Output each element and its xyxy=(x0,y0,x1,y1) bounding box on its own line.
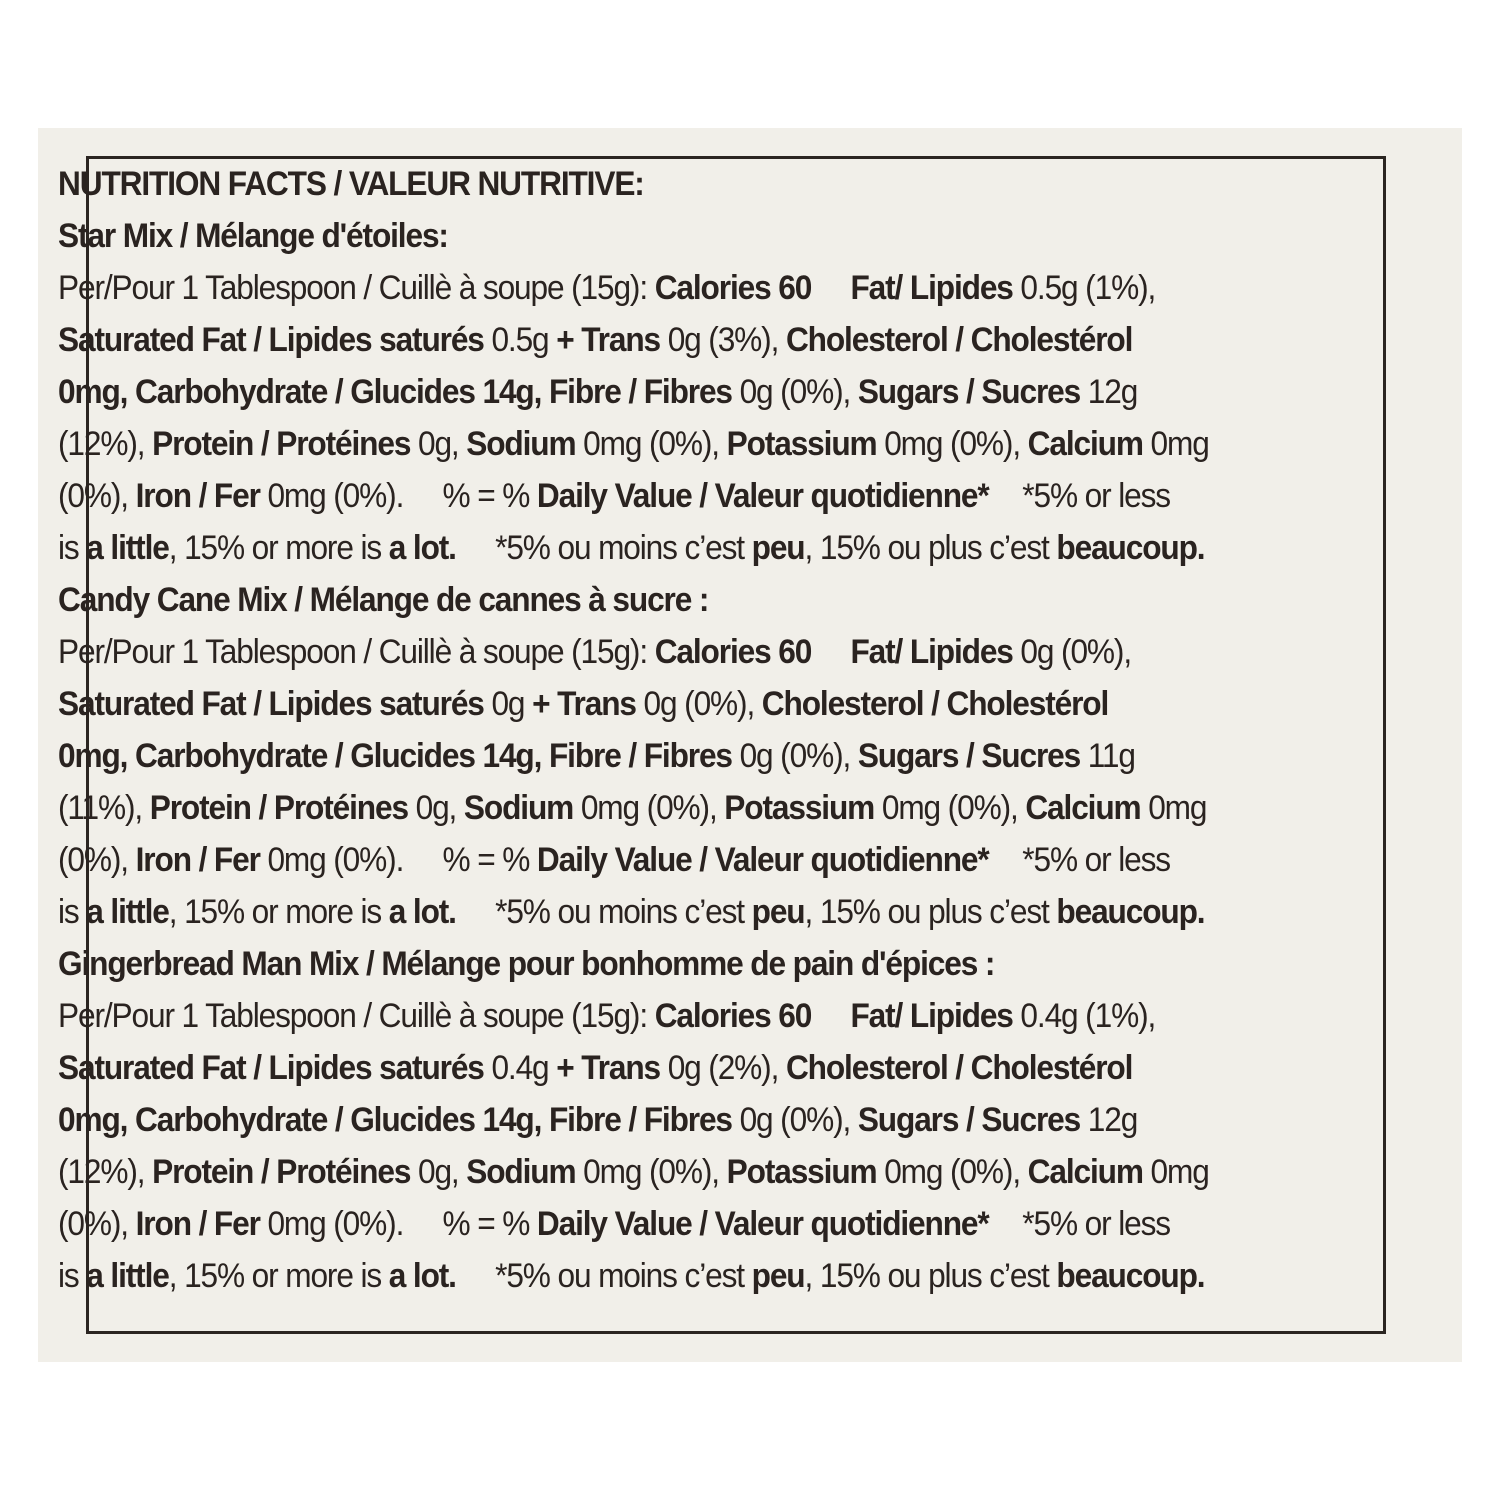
sugars-pct: (12%), xyxy=(58,1153,145,1191)
footnote-line xyxy=(58,522,1341,574)
fat-value: 0.5g (1%), xyxy=(1020,269,1156,307)
serving-size-label: Per/Pour 1 Tablespoon / Cuillè à soupe (15g): xyxy=(58,633,648,671)
daily-value-label: Daily Value / Valeur quotidienne* xyxy=(536,477,989,515)
calcium-pct: (0%), xyxy=(58,477,128,515)
calcium-pct: (0%), xyxy=(58,1205,128,1243)
protein-line xyxy=(58,782,1341,834)
footnote-peu: peu xyxy=(751,893,805,931)
footnote-line xyxy=(58,886,1341,938)
sat-fat-value: 0g xyxy=(491,685,525,723)
label-title: NUTRITION FACTS / VALEUR NUTRITIVE: xyxy=(58,165,644,203)
footnote-peu: peu xyxy=(751,1257,805,1295)
iron-label: Iron / Fer xyxy=(135,1205,260,1243)
fat-detail-line xyxy=(58,314,1341,366)
fat-value: 0.4g (1%), xyxy=(1020,997,1156,1035)
protein-label: Protein / Protéines xyxy=(152,425,411,463)
calcium-label: Calcium xyxy=(1027,1153,1143,1191)
sugars-value: 12g xyxy=(1087,1101,1138,1139)
protein-value: 0g, xyxy=(415,789,457,827)
sugars-value: 11g xyxy=(1087,737,1135,775)
footnote-fr-mid: , 15% ou plus c’est xyxy=(804,1257,1049,1295)
footnote-line xyxy=(58,1250,1341,1302)
trans-value: 0g (3%), xyxy=(667,321,779,359)
pct-equals: % = % xyxy=(442,1205,530,1243)
carb-label: 0mg, Carbohydrate / Glucides 14g, Fibre / Fibres xyxy=(58,1101,732,1139)
footnote-more-is: , 15% or more is xyxy=(168,893,382,931)
footnote-beaucoup: beaucoup. xyxy=(1056,529,1205,567)
serving-line xyxy=(58,990,1341,1042)
footnote-is: is xyxy=(58,529,79,567)
mix-name: Candy Cane Mix / Mélange de cannes à sucre : xyxy=(58,581,709,619)
footnote-fr-start: *5% ou moins c’est xyxy=(495,893,744,931)
fat-value: 0g (0%), xyxy=(1020,633,1132,671)
carb-line xyxy=(58,730,1341,782)
mix-block xyxy=(58,574,1341,938)
fat-label: Fat/ Lipides xyxy=(850,269,1013,307)
mix-name: Star Mix / Mélange d'étoiles: xyxy=(58,217,448,255)
carb-label: 0mg, Carbohydrate / Glucides 14g, Fibre / Fibres xyxy=(58,737,732,775)
fat-detail-line xyxy=(58,678,1341,730)
trans-value: 0g (2%), xyxy=(667,1049,779,1087)
sugars-label: Sugars / Sucres xyxy=(857,1101,1081,1139)
carb-label: 0mg, Carbohydrate / Glucides 14g, Fibre / Fibres xyxy=(58,373,732,411)
footnote-a-little: a little xyxy=(86,529,169,567)
sodium-label: Sodium xyxy=(466,1153,576,1191)
potassium-value: 0mg (0%), xyxy=(881,789,1018,827)
sat-fat-value: 0.5g xyxy=(491,321,549,359)
footnote-more-is: , 15% or more is xyxy=(168,529,382,567)
footnote-a-lot: a lot. xyxy=(388,529,456,567)
trans-label: + Trans xyxy=(556,1049,661,1087)
trans-value: 0g (0%), xyxy=(643,685,755,723)
protein-label: Protein / Protéines xyxy=(152,1153,411,1191)
footnote-fr-start: *5% ou moins c’est xyxy=(495,1257,744,1295)
serving-line xyxy=(58,626,1341,678)
footnote-a-little: a little xyxy=(86,893,169,931)
footnote-more-is: , 15% or more is xyxy=(168,1257,382,1295)
iron-label: Iron / Fer xyxy=(135,477,260,515)
footnote-beaucoup: beaucoup. xyxy=(1056,893,1205,931)
footnote-a-lot: a lot. xyxy=(388,1257,456,1295)
calcium-value: 0mg xyxy=(1148,789,1207,827)
footnote-en-start: *5% or less xyxy=(1022,477,1170,515)
footnote-a-lot: a lot. xyxy=(388,893,456,931)
mix-list xyxy=(58,210,1341,1302)
sugars-pct: (12%), xyxy=(58,425,145,463)
sodium-value: 0mg (0%), xyxy=(583,425,719,463)
sodium-label: Sodium xyxy=(463,789,574,827)
fibre-value: 0g (0%), xyxy=(739,737,851,775)
sat-fat-label: Saturated Fat / Lipides saturés xyxy=(58,1049,484,1087)
footnote-fr-mid: , 15% ou plus c’est xyxy=(804,893,1049,931)
daily-value-label: Daily Value / Valeur quotidienne* xyxy=(536,1205,989,1243)
label-panel xyxy=(38,128,1462,1362)
footnote-fr-start: *5% ou moins c’est xyxy=(495,529,744,567)
iron-value: 0mg (0%). xyxy=(267,841,404,879)
potassium-label: Potassium xyxy=(726,425,877,463)
daily-value-label: Daily Value / Valeur quotidienne* xyxy=(536,841,989,879)
serving-line xyxy=(58,262,1341,314)
iron-line xyxy=(58,1198,1341,1250)
iron-line xyxy=(58,470,1341,522)
protein-label: Protein / Protéines xyxy=(149,789,408,827)
cholesterol-label: Cholesterol / Cholestérol xyxy=(785,321,1133,359)
sat-fat-value: 0.4g xyxy=(491,1049,549,1087)
iron-value: 0mg (0%). xyxy=(267,1205,404,1243)
iron-label: Iron / Fer xyxy=(135,841,260,879)
cholesterol-label: Cholesterol / Cholestérol xyxy=(761,685,1109,723)
calories-label: Calories 60 xyxy=(654,997,812,1035)
trans-label: + Trans xyxy=(556,321,661,359)
calcium-label: Calcium xyxy=(1025,789,1141,827)
iron-line xyxy=(58,834,1341,886)
potassium-label: Potassium xyxy=(726,1153,877,1191)
carb-line xyxy=(58,1094,1341,1146)
trans-label: + Trans xyxy=(532,685,636,723)
serving-size-label: Per/Pour 1 Tablespoon / Cuillè à soupe (15g): xyxy=(58,269,648,307)
potassium-value: 0mg (0%), xyxy=(884,425,1021,463)
pct-equals: % = % xyxy=(442,841,530,879)
calcium-value: 0mg xyxy=(1150,1153,1209,1191)
sugars-pct: (11%), xyxy=(58,789,143,827)
fibre-value: 0g (0%), xyxy=(739,1101,851,1139)
sat-fat-label: Saturated Fat / Lipides saturés xyxy=(58,321,484,359)
calories-label: Calories 60 xyxy=(654,633,812,671)
sugars-label: Sugars / Sucres xyxy=(857,737,1081,775)
footnote-en-start: *5% or less xyxy=(1022,841,1170,879)
fat-detail-line xyxy=(58,1042,1341,1094)
footnote-is: is xyxy=(58,1257,79,1295)
protein-line xyxy=(58,1146,1341,1198)
pct-equals: % = % xyxy=(442,477,530,515)
cholesterol-label: Cholesterol / Cholestérol xyxy=(785,1049,1133,1087)
sodium-label: Sodium xyxy=(466,425,576,463)
footnote-en-start: *5% or less xyxy=(1022,1205,1170,1243)
protein-value: 0g, xyxy=(417,425,459,463)
footnote-peu: peu xyxy=(751,529,805,567)
fat-label: Fat/ Lipides xyxy=(850,633,1013,671)
protein-line xyxy=(58,418,1341,470)
footnote-fr-mid: , 15% ou plus c’est xyxy=(804,529,1049,567)
footnote-beaucoup: beaucoup. xyxy=(1056,1257,1205,1295)
calcium-pct: (0%), xyxy=(58,841,128,879)
nutrition-label-content xyxy=(58,158,1341,1302)
calcium-label: Calcium xyxy=(1027,425,1143,463)
sat-fat-label: Saturated Fat / Lipides saturés xyxy=(58,685,484,723)
calories-label: Calories 60 xyxy=(654,269,812,307)
sodium-value: 0mg (0%), xyxy=(583,1153,719,1191)
mix-block xyxy=(58,938,1341,1302)
footnote-is: is xyxy=(58,893,79,931)
potassium-value: 0mg (0%), xyxy=(884,1153,1021,1191)
sodium-value: 0mg (0%), xyxy=(580,789,717,827)
calcium-value: 0mg xyxy=(1150,425,1209,463)
sugars-value: 12g xyxy=(1087,373,1138,411)
mix-block xyxy=(58,210,1341,574)
fat-label: Fat/ Lipides xyxy=(850,997,1013,1035)
carb-line xyxy=(58,366,1341,418)
potassium-label: Potassium xyxy=(724,789,875,827)
fibre-value: 0g (0%), xyxy=(739,373,851,411)
sugars-label: Sugars / Sucres xyxy=(857,373,1081,411)
iron-value: 0mg (0%). xyxy=(267,477,404,515)
footnote-a-little: a little xyxy=(86,1257,169,1295)
protein-value: 0g, xyxy=(417,1153,459,1191)
mix-name: Gingerbread Man Mix / Mélange pour bonhomme de pain d'épices : xyxy=(58,945,995,983)
serving-size-label: Per/Pour 1 Tablespoon / Cuillè à soupe (15g): xyxy=(58,997,648,1035)
